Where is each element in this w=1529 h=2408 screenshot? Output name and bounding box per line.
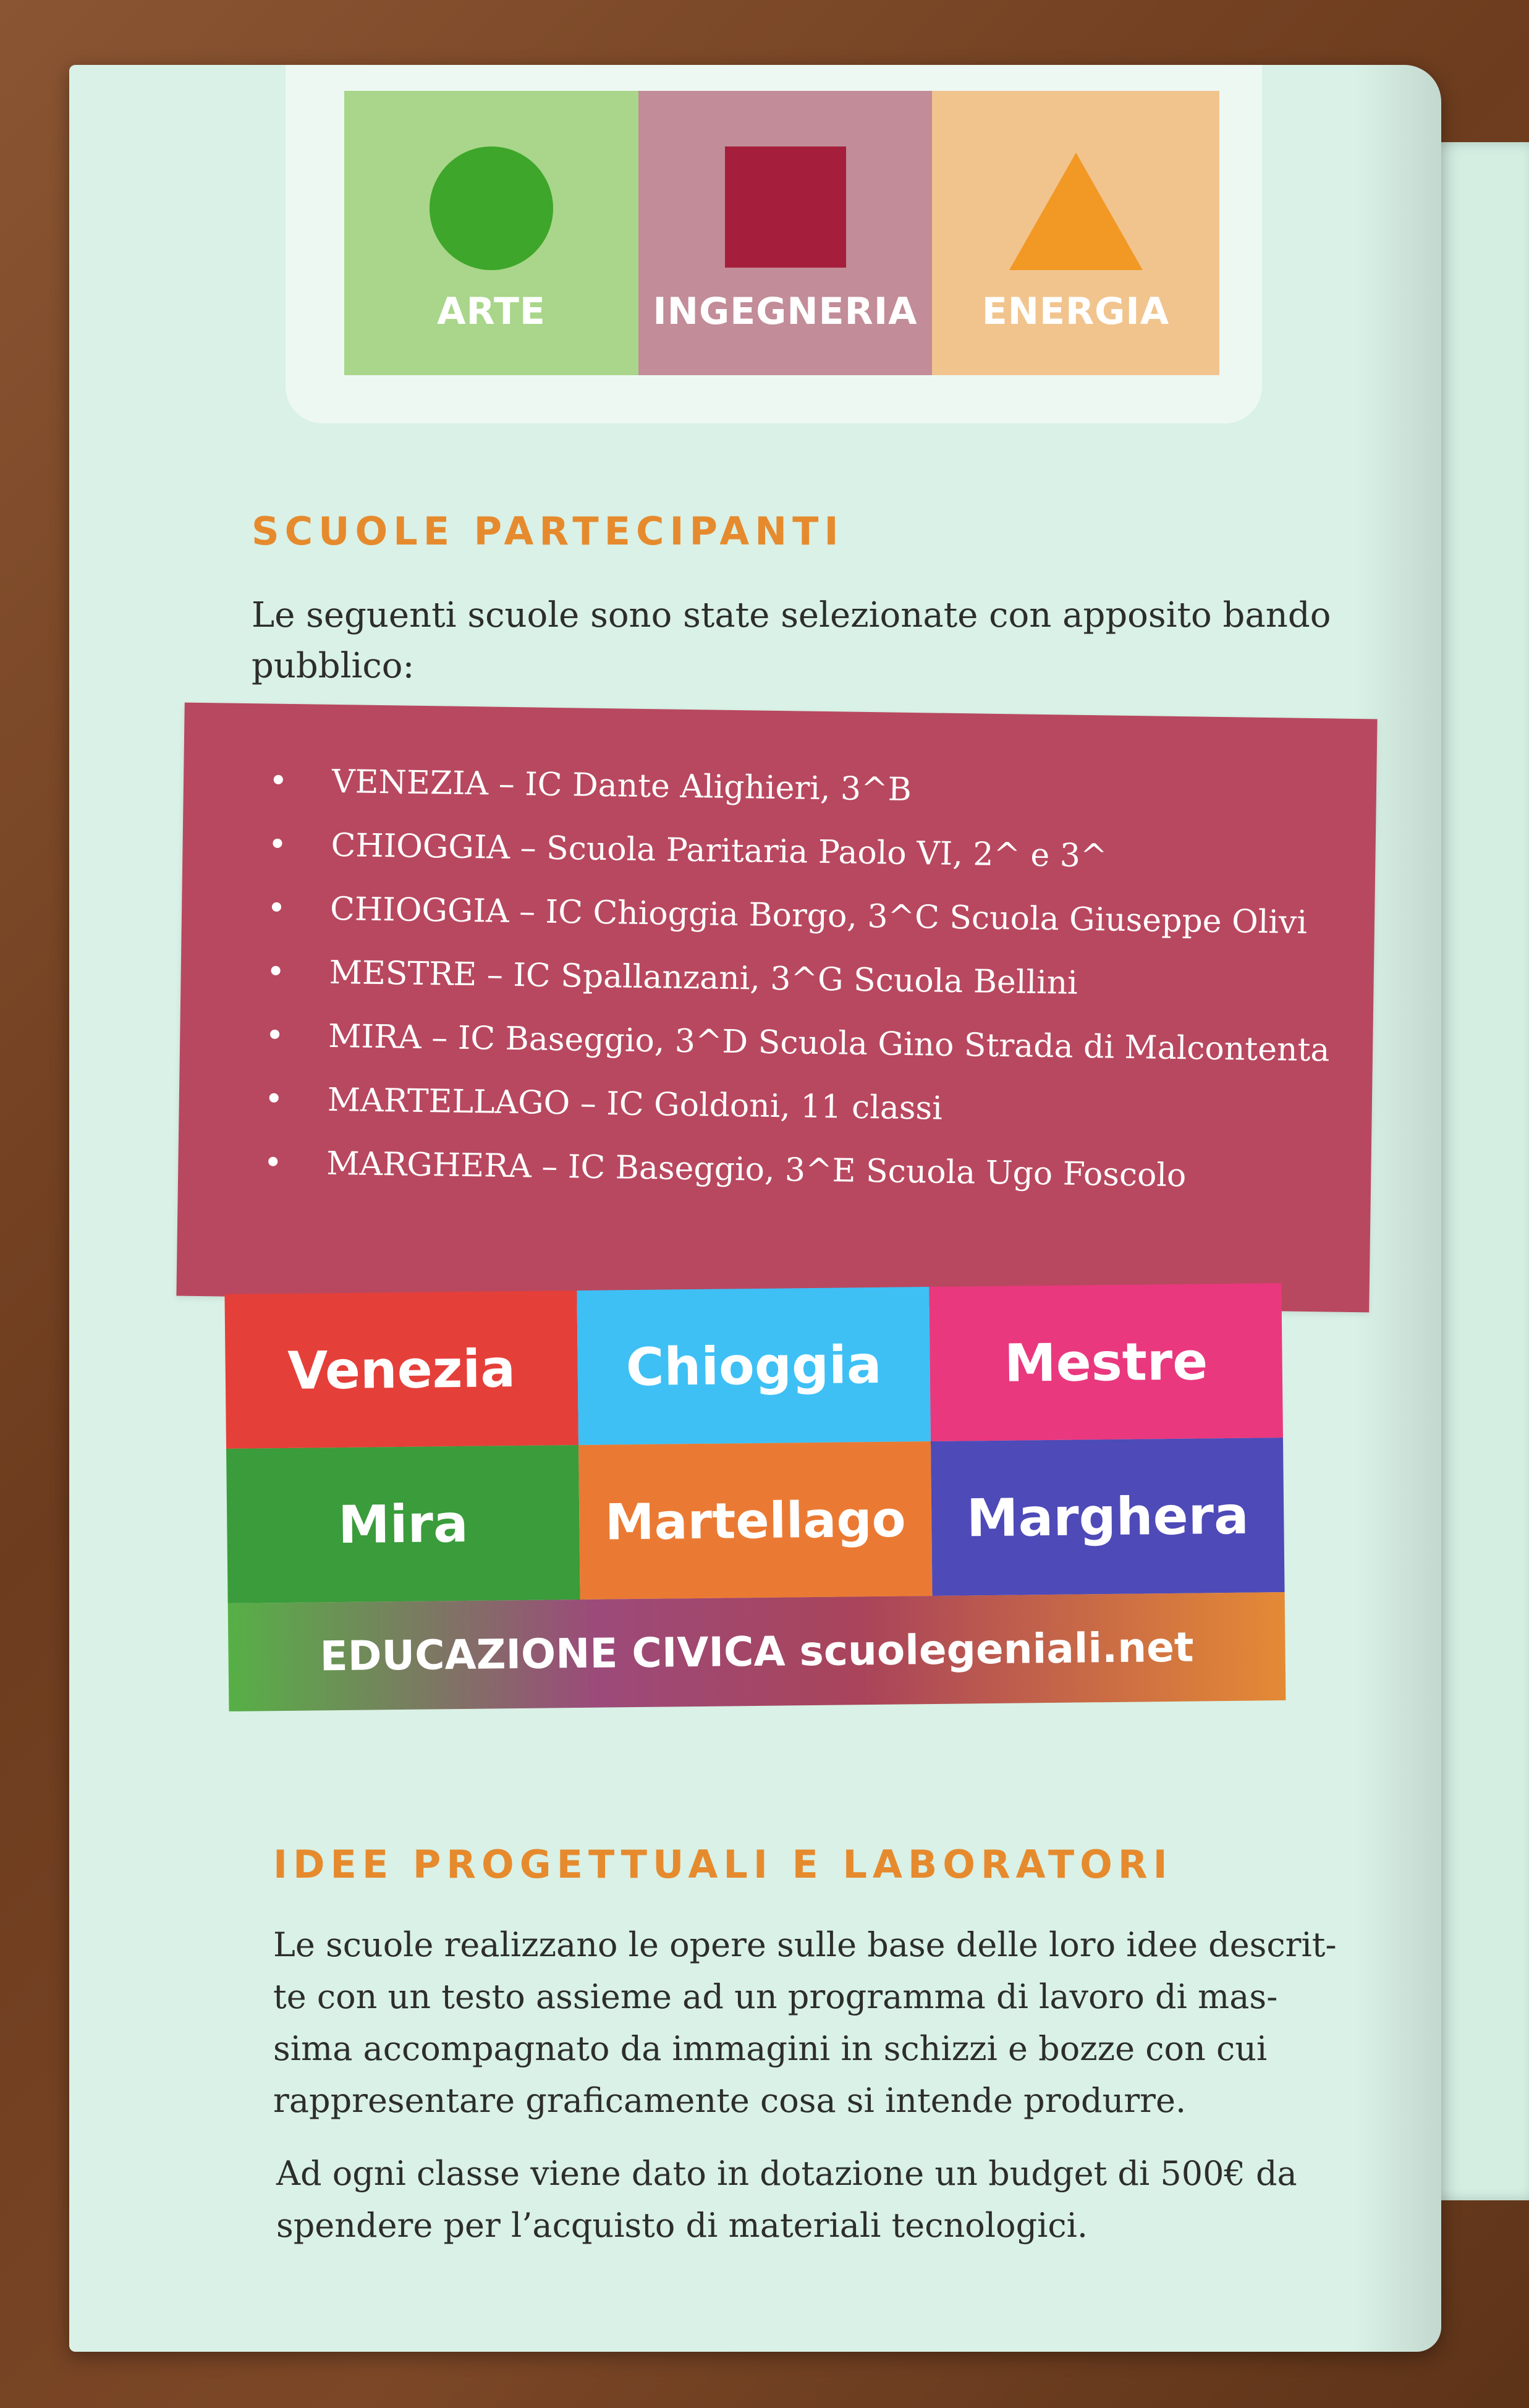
ideas-line: sima accompagnato da immagini in schizzi e bozze con cui — [273, 2029, 1268, 2068]
ideas-heading: IDEE PROGETTUALI E LABORATORI — [273, 1842, 1173, 1887]
shapes-card — [286, 65, 1262, 423]
list-item: • MARGHERA – IC Baseggio, 3^E Scuola Ugo Foscolo — [252, 1144, 1328, 1223]
ideas-paragraph-1 — [273, 1919, 1417, 2127]
list-item: • MARTELLAGO – IC Goldoni, 11 classi — [253, 1080, 1329, 1159]
ideas-line: rappresentare graficamente cosa si intende produrre. — [273, 2081, 1187, 2120]
list-item: • MESTRE – IC Spallanzani, 3^G Scuola Bellini — [255, 953, 1331, 1032]
energia-label: ENERGIA — [981, 290, 1170, 333]
city-tile-marghera: Marghera — [931, 1438, 1285, 1596]
schools-intro — [252, 590, 1364, 692]
city-tile-chioggia: Chioggia — [577, 1287, 931, 1445]
ingegneria-tile — [638, 91, 932, 375]
square-icon — [725, 146, 846, 268]
triangle-icon — [1009, 153, 1143, 270]
ideas-line: te con un testo assieme ad un programma di lavoro di mas- — [273, 1977, 1278, 2016]
ideas-paragraph-2 — [276, 2148, 1420, 2252]
educazione-civica-banner: EDUCAZIONE CIVICA scuolegeniali.net — [228, 1592, 1286, 1711]
city-grid — [224, 1283, 1285, 1721]
ingegneria-label: INGEGNERIA — [653, 290, 918, 333]
list-item: • MIRA – IC Baseggio, 3^D Scuola Gino Strada di Malcontenta — [253, 1017, 1330, 1095]
schools-list — [252, 762, 1333, 1223]
ideas-line: Le scuole realizzano le opere sulle base delle loro idee descrit- — [273, 1925, 1337, 1964]
list-item: • CHIOGGIA – Scuola Paritaria Paolo VI, 2^ e 3^ — [256, 826, 1333, 904]
ideas-line: spendere per l’acquisto di materiali tecnologici. — [276, 2206, 1088, 2245]
arte-tile — [344, 91, 638, 375]
circle-icon — [430, 146, 553, 270]
city-tile-venezia: Venezia — [224, 1291, 578, 1449]
brochure-page — [69, 65, 1441, 2352]
ideas-line: Ad ogni classe viene dato in dotazione un budget di 500€ da — [276, 2154, 1297, 2193]
schools-heading: SCUOLE PARTECIPANTI — [252, 509, 844, 554]
city-tile-martellago: Martellago — [578, 1441, 933, 1600]
schools-list-box — [176, 703, 1377, 1313]
schools-intro-line: pubblico: — [252, 646, 415, 686]
list-item: • VENEZIA – IC Dante Alighieri, 3^B — [257, 762, 1334, 841]
city-tile-mira: Mira — [226, 1445, 580, 1603]
schools-intro-line: Le seguenti scuole sono state selezionate con apposito bando — [252, 595, 1331, 635]
list-item: • CHIOGGIA – IC Chioggia Borgo, 3^C Scuola Giuseppe Olivi — [255, 889, 1332, 968]
energia-tile — [932, 91, 1219, 375]
city-tile-mestre: Mestre — [929, 1283, 1283, 1441]
arte-label: ARTE — [437, 290, 546, 333]
